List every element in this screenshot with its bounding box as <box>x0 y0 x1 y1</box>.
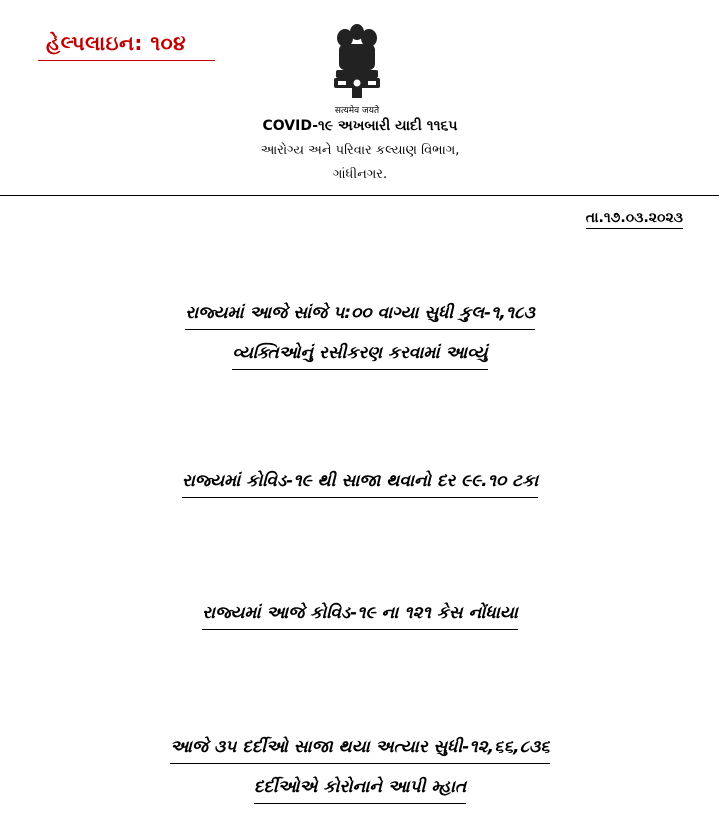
helpline-number: હેલ્પલાઇન: ૧૦૪ <box>46 31 187 55</box>
city-name: ગાંધીનગર. <box>332 167 388 182</box>
department-name: આરોગ્ય અને પરિવાર કલ્યાણ વિભાગ, <box>260 143 460 158</box>
headline-recovery-rate <box>60 468 660 498</box>
emblem-motto: सत्यमेव जयते <box>334 106 380 116</box>
headline-recovered-patients <box>60 734 660 804</box>
headline-vaccination <box>60 300 660 370</box>
headline-line: આજે ૩૫ દર્દીઓ સાજા થયા અત્યાર સુધી-૧૨,૬૬,૮૩૬ <box>170 734 550 764</box>
headline-line: દર્દીઓએ કોરોનાને આપી મ્હાત <box>254 774 466 804</box>
headline-line: રાજ્યમાં આજે કોવિડ-૧૯ ના ૧૨૧ કેસ નોંધાયા <box>202 600 518 630</box>
header-divider <box>0 195 719 196</box>
national-emblem-icon <box>324 22 390 102</box>
headline-line: વ્યક્તિઓનું રસીકરણ કરવામાં આવ્યું <box>232 340 487 370</box>
release-date: તા.૧૭.૦૩.૨૦૨૩ <box>586 210 683 229</box>
headline-line: રાજ્યમાં કોવિડ-૧૯ થી સાજા થવાનો દર ૯૯.૧૦ ટકા <box>182 468 538 498</box>
headline-new-cases <box>60 600 660 630</box>
helpline-underline <box>38 60 215 61</box>
press-release-title: COVID-૧૯ અખબારી યાદી ૧૧૬૫ <box>262 118 458 134</box>
headline-line: રાજ્યમાં આજે સાંજે ૫:૦૦ વાગ્યા સુધી કુલ-૧,૧૮૩ <box>185 300 535 330</box>
